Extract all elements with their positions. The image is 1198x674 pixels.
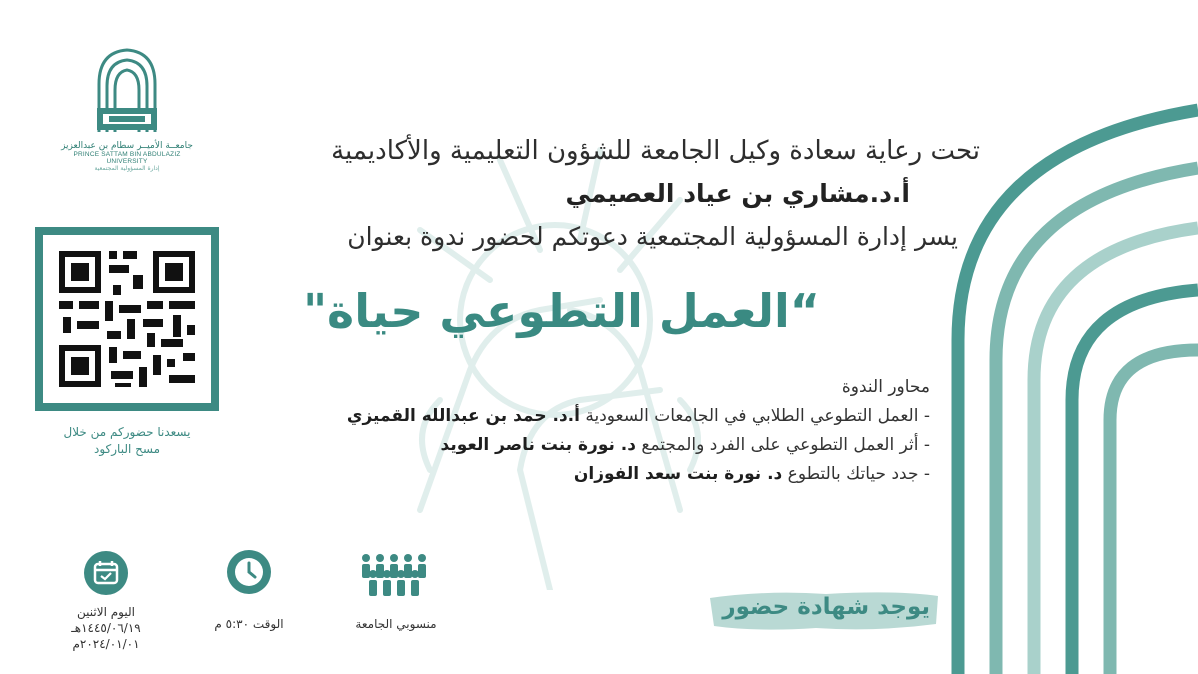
topics-heading: محاور الندوة	[841, 377, 930, 397]
patronage-line: تحت رعاية سعادة وكيل الجامعة للشؤون التعليمية والأكاديمية	[331, 136, 980, 166]
date-info	[44, 604, 168, 652]
topic-text: - أثر العمل التطوعي على الفرد والمجتمع	[636, 435, 930, 455]
university-logo	[52, 46, 202, 172]
patron-name: أ.د.مشاري بن عياد العصيمي	[565, 179, 910, 208]
university-emblem	[93, 46, 161, 138]
date-gregorian: ٢٠٢٤/٠١/٠١م	[72, 637, 140, 651]
date-hijri: ١٤٤٥/٠٦/١٩هـ	[71, 621, 141, 635]
qr-code[interactable]	[43, 235, 211, 403]
topic-item	[347, 460, 930, 489]
topic-speaker: د. نورة بنت ناصر العويد	[440, 435, 636, 455]
logo-english-name: PRINCE SATTAM BIN ABDULAZIZ UNIVERSITY	[73, 151, 181, 165]
topic-speaker: د. نورة بنت سعد الفوزان	[573, 464, 783, 484]
qr-caption-line: يسعدنا حضوركم من خلال	[63, 425, 191, 439]
calendar-icon	[84, 551, 128, 595]
time-info: الوقت ٥:٣٠ م	[214, 617, 284, 631]
logo-arabic-name: جامعــة الأميــر سطام بن عبدالعزيز	[61, 141, 193, 151]
certificate-banner	[706, 588, 942, 632]
qr-code-frame	[35, 227, 219, 411]
seminar-topics	[347, 373, 930, 489]
certificate-text: يوجد شهادة حضور	[722, 594, 930, 620]
topic-speaker: أ.د. حمد بن عبدالله القميزي	[346, 406, 580, 426]
qr-caption	[40, 424, 214, 458]
logo-department: إدارة المسؤولية المجتمعية	[94, 165, 160, 172]
qr-code-pattern	[43, 235, 211, 403]
people-group-icon	[356, 552, 432, 600]
topic-item	[347, 402, 930, 431]
clock-icon	[227, 550, 271, 594]
topic-item	[347, 431, 930, 460]
audience-info: منسوبي الجامعة	[355, 617, 437, 631]
topic-text: - العمل التطوعي الطلابي في الجامعات السعودية	[579, 406, 930, 426]
seminar-title: “العمل التطوعي حياة"	[303, 284, 820, 338]
date-day: اليوم الاثنين	[77, 605, 135, 619]
qr-caption-line: مسح الباركود	[93, 442, 160, 456]
decorative-arches	[938, 0, 1198, 674]
invitation-line: يسر إدارة المسؤولية المجتمعية دعوتكم لحضور ندوة بعنوان	[347, 222, 958, 251]
topic-text: - جدد حياتك بالتطوع	[782, 464, 930, 484]
